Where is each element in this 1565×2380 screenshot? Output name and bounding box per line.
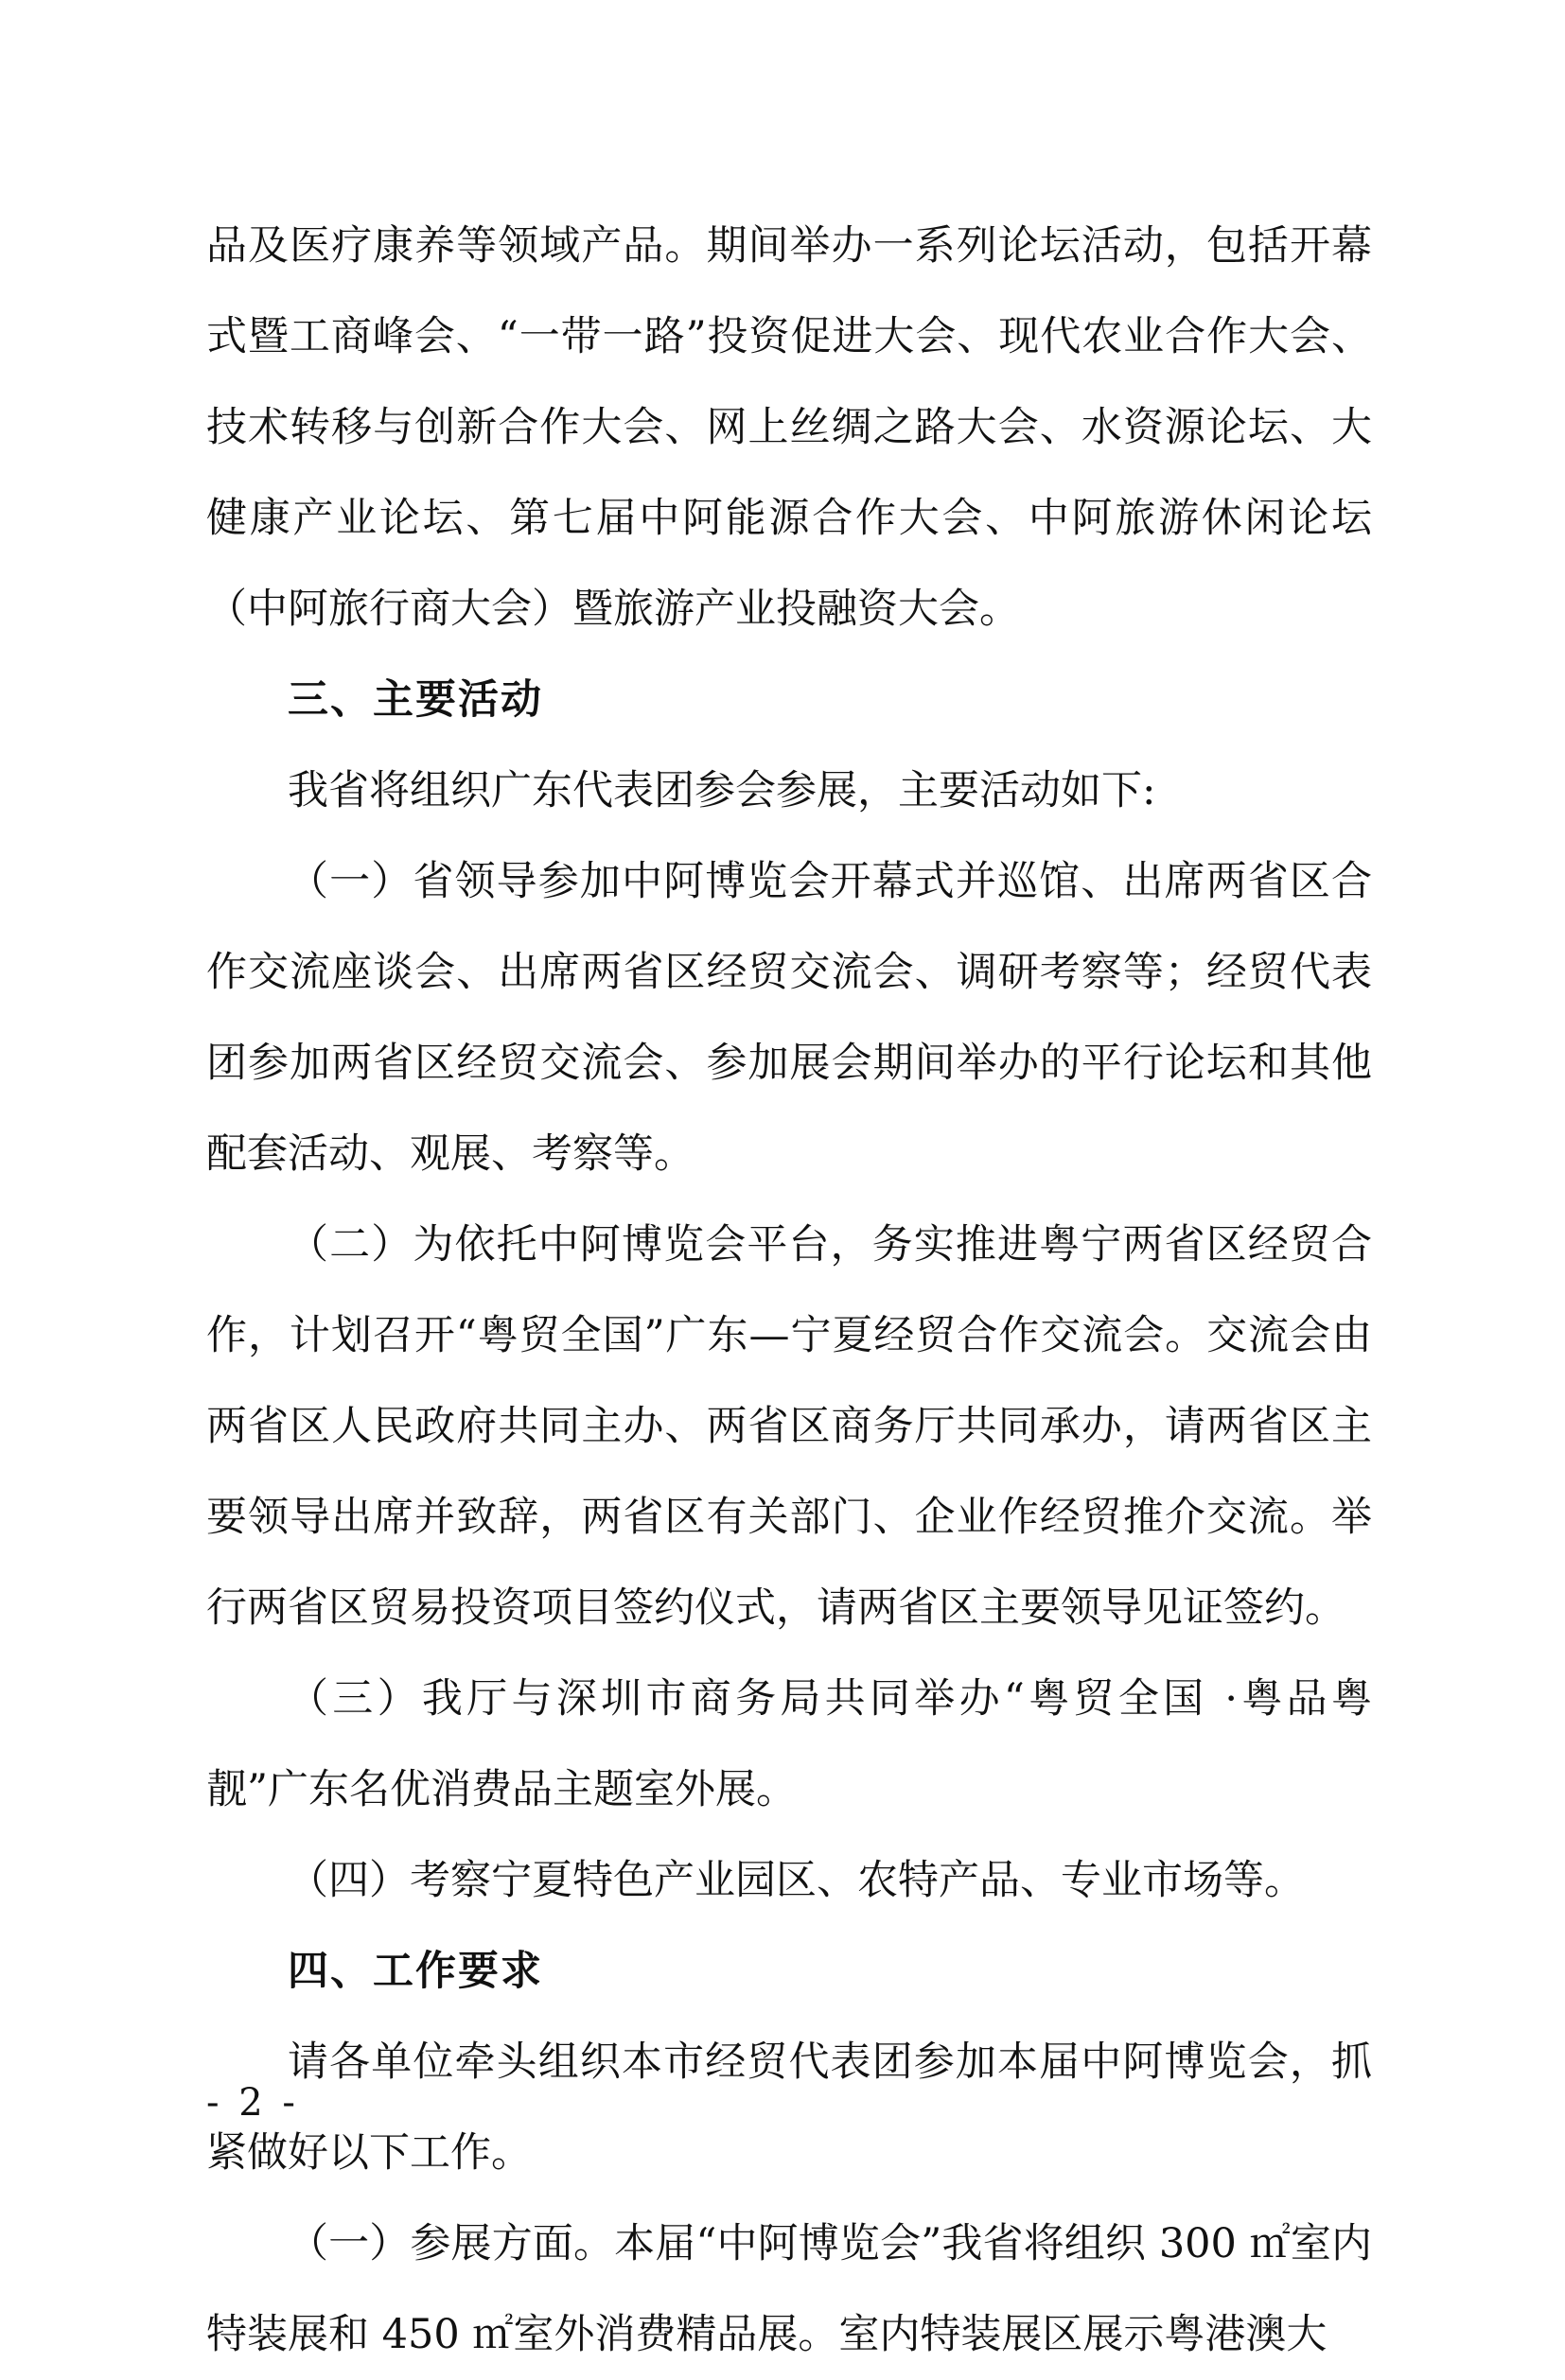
paragraph-continuation: 品及医疗康养等领域产品。期间举办一系列论坛活动，包括开幕式暨工商峰会、“一带一路”投资促进大会、现代农业合作大会、技术转移与创新合作大会、网上丝绸之路大会、水资源论坛、大健康产业论坛、第七届中阿能源合作大会、中阿旅游休闲论坛（中阿旅行商大会）暨旅游产业投融资大会。 xyxy=(206,222,1372,633)
paragraph-requirements-intro: 请各单位牵头组织本市经贸代表团参加本届中阿博览会，抓紧做好以下工作。 xyxy=(206,2039,1372,2177)
paragraph-requirement-1: （一）参展方面。本届“中阿博览会”我省将组织 300 ㎡室内特装展和 450 ㎡室外消费精品展。室内特装展区展示粤港澳大 xyxy=(206,2220,1372,2358)
paragraph-activity-1: （一）省领导参加中阿博览会开幕式并巡馆、出席两省区合作交流座谈会、出席两省区经贸交流会、调研考察等；经贸代表团参加两省区经贸交流会、参加展会期间举办的平行论坛和其他配套活动、观展、考察等。 xyxy=(206,858,1372,1178)
paragraph-intro-activities: 我省将组织广东代表团参会参展，主要活动如下: xyxy=(288,767,1156,814)
section-heading-main-activities: 三、主要活动 xyxy=(288,676,543,724)
page-number: - 2 - xyxy=(206,2081,299,2125)
paragraph-activity-2: （二）为依托中阿博览会平台，务实推进粤宁两省区经贸合作，计划召开“粤贸全国”广东—宁夏经贸合作交流会。交流会由两省区人民政府共同主办、两省区商务厅共同承办，请两省区主要领导出席并致辞，两省区有关部门、企业作经贸推介交流。举行两省区贸易投资项目签约仪式，请两省区主要领导见证签约。 xyxy=(206,1221,1372,1632)
paragraph-activity-4: （四）考察宁夏特色产业园区、农特产品、专业市场等。 xyxy=(288,1857,1305,1904)
paragraph-activity-3: （三）我厅与深圳市商务局共同举办“粤贸全国 ·粤品粤靓”广东名优消费品主题室外展。 xyxy=(206,1675,1372,1813)
section-heading-work-requirements: 四、工作要求 xyxy=(288,1948,543,1995)
document-body xyxy=(206,201,1372,2380)
